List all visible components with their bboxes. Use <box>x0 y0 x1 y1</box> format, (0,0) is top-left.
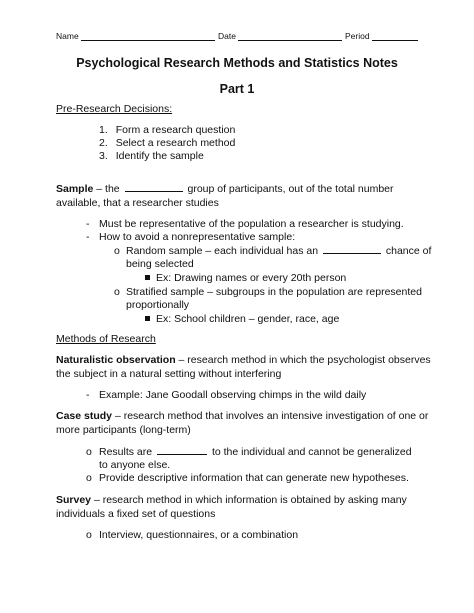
list-number: 3. <box>99 150 108 162</box>
dash-bullet: - <box>86 218 90 230</box>
list-number: 1. <box>99 124 108 136</box>
sample-dash: – the <box>93 183 123 195</box>
naturalistic-definition <box>56 354 431 367</box>
case-study-definition-line2: more participants (long-term) <box>56 424 191 436</box>
case-study-results-end: to the individual and cannot be generalized <box>209 446 412 458</box>
dash-bullet: - <box>86 231 90 243</box>
survey-term: Survey <box>56 494 92 506</box>
name-label: Name <box>56 31 79 41</box>
page-title: Psychological Research Methods and Statistics Notes <box>76 56 398 70</box>
circle-bullet: o <box>114 286 120 298</box>
list-text: Identify the sample <box>115 150 204 162</box>
date-label: Date <box>218 31 236 41</box>
stratified-sample-line2: proportionally <box>126 299 190 311</box>
bullet-text: Must be representative of the population a researcher is studying. <box>99 218 404 230</box>
case-study-blank[interactable] <box>157 454 207 455</box>
naturalistic-definition-line2: the subject in a natural setting without interfering <box>56 368 282 380</box>
case-study-term: Case study <box>56 410 113 422</box>
list-text: Select a research method <box>115 137 236 149</box>
methods-heading: Methods of Research <box>56 333 156 345</box>
survey-item: Interview, questionnaires, or a combination <box>99 529 299 541</box>
survey-definition <box>56 494 407 507</box>
period-label: Period <box>345 31 370 41</box>
circle-bullet: o <box>86 472 92 484</box>
random-sample-text <box>126 245 431 258</box>
stratified-sample-text: Stratified sample – subgroups in the population are represented <box>126 286 422 298</box>
survey-definition-line2: individuals a fixed set of questions <box>56 508 216 520</box>
list-number: 2. <box>99 137 108 149</box>
sample-blank[interactable] <box>125 191 183 192</box>
list-item <box>99 124 235 137</box>
sample-definition-line2: available, that a researcher studies <box>56 197 219 209</box>
sample-definition <box>56 183 394 196</box>
naturalistic-def: – research method in which the psychologist observes <box>175 354 431 366</box>
period-field[interactable] <box>372 40 418 41</box>
pre-research-heading: Pre-Research Decisions: <box>56 103 173 115</box>
bullet-text: How to avoid a nonrepresentative sample: <box>99 231 296 243</box>
circle-bullet: o <box>86 446 92 458</box>
stratified-sample-example: Ex: School children – gender, race, age <box>156 313 340 325</box>
case-study-results-text: Results are <box>99 446 156 458</box>
naturalistic-term: Naturalistic observation <box>56 354 176 366</box>
part-title: Part 1 <box>219 82 255 96</box>
sample-term: Sample <box>56 183 94 195</box>
square-bullet-icon <box>145 275 150 280</box>
random-sample-line2: being selected <box>126 258 194 270</box>
square-bullet-icon <box>145 316 150 321</box>
date-field[interactable] <box>238 40 342 41</box>
case-study-results-line2: to anyone else. <box>99 459 171 471</box>
circle-bullet: o <box>86 529 92 541</box>
case-study-results <box>99 446 412 459</box>
dash-bullet: - <box>86 389 90 401</box>
list-text: Form a research question <box>115 124 236 136</box>
square-bullet-item <box>145 313 339 326</box>
list-item <box>99 150 204 163</box>
case-study-def: – research method that involves an intensive investigation of one or <box>112 410 429 422</box>
name-field[interactable] <box>81 40 215 41</box>
random-sample-example: Ex: Drawing names or every 20th person <box>156 272 347 284</box>
list-item <box>99 137 235 150</box>
survey-def: – research method in which information is obtained by asking many <box>91 494 407 506</box>
random-sample-def: Random sample – each individual has an <box>126 245 321 257</box>
circle-bullet: o <box>114 245 120 257</box>
random-sample-def-end: chance of <box>382 245 432 257</box>
sample-def-text: group of participants, out of the total number <box>184 183 394 195</box>
square-bullet-item <box>145 272 346 285</box>
random-sample-blank[interactable] <box>323 253 381 254</box>
case-study-provide: Provide descriptive information that can generate new hypotheses. <box>99 472 409 484</box>
case-study-definition <box>56 410 428 423</box>
naturalistic-example: Example: Jane Goodall observing chimps in the wild daily <box>99 389 367 401</box>
